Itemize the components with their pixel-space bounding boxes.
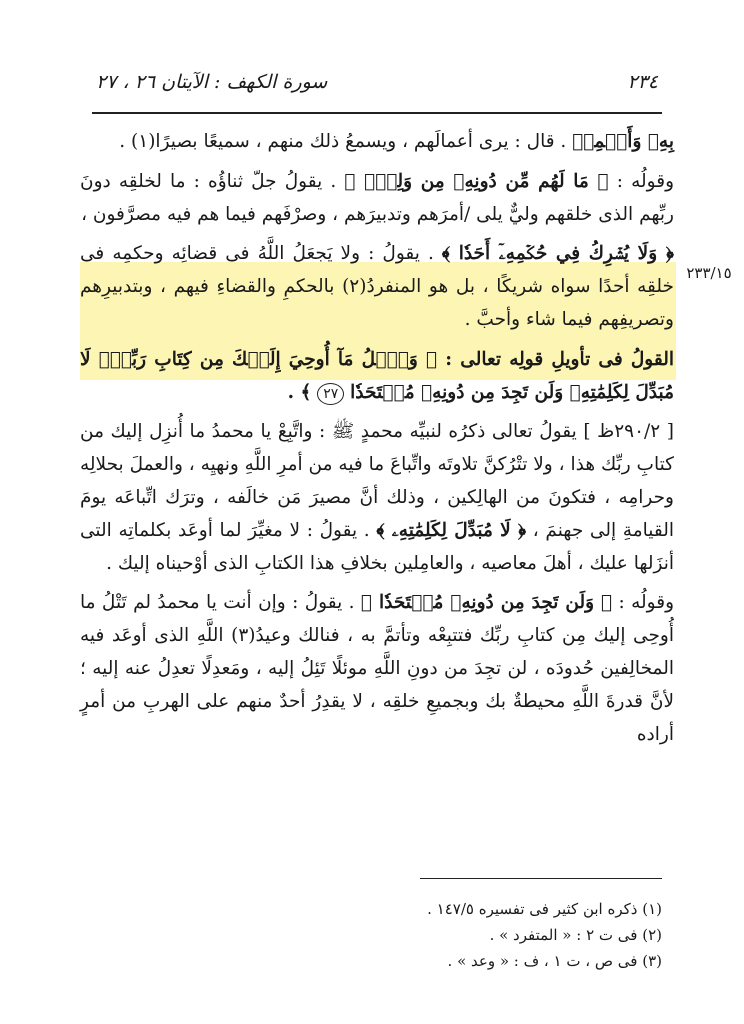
lead-phrase: وقولُه : <box>608 170 675 192</box>
commentary: . يقولُ جلّ ثناؤُه : ما لخلقِه دونَ ربِّهم الذى خلقهم وليٌّ يلى /أمرَهم وتدبيرَهم ، وصرْفَهم فيما هم فيه مصرَّفون ، <box>80 170 674 225</box>
commentary: . قال : يرى أعمالَهم ، ويسمعُ ذلك منهم ، سميعًا بصيرًا(١) . <box>119 131 573 152</box>
footnote-3: (٣) فى ص ، ت ١ ، ف : « وعد » . <box>447 952 662 970</box>
paragraph-1 <box>80 126 674 159</box>
section-heading: القولُ فى تأويلِ قولِه تعالى : <box>437 348 674 370</box>
footnote-rule <box>420 878 662 879</box>
quran-closing: ﴾ . <box>287 381 312 403</box>
quran-quote: ﴿ وَلَن تَجِدَ مِن دُونِهِۦ مُلۡتَحَدٗا ﴾ <box>360 592 613 614</box>
commentary: . يقولُ : وإن أنت يا محمدُ لم تَتْلُ ما أُوحِى إليك مِن كتابِ ربِّك فتتبِعْه وتأتمَّ به ، فنالك وعيدُ(٣) اللَّهِ الذى أوعَد فيه المخالِفين حُدودَه ، لن تجِدَ من دونِ اللَّهِ موئلًا تَئِلُ إليه ، ومَعدِلًا تعدِلُ عنه إليه ؛ لأنَّ قدرةَ اللَّهِ محيطةٌ بك وبجميعِ خلقِه ، لا يقدِرُ أحدٌ منهم على الهربِ من أمرٍ أراده <box>80 592 674 745</box>
surah-title: سورة الكهف : الآيتان ٢٦ ، ٢٧ <box>96 71 328 93</box>
quran-quote: ﴿ وَلَا يُشۡرِكُ فِي حُكۡمِهِۦٓ أَحَدٗا ﴾ <box>441 243 674 265</box>
margin-reference: ٢٣٣/١٥ <box>686 264 732 282</box>
quran-quote: ﴿ وَٱتۡلُ مَآ أُوحِيَ إِلَيۡكَ مِن كِتَابِ رَبِّكَۖ لَا مُبَدِّلَ لِكَلِمَٰتِهِۦ وَلَن تَجِدَ مِن دُونِهِۦ مُلۡتَحَدٗا <box>80 348 674 403</box>
quran-quote: بِهِۦ وَأَسۡمِعۡ <box>572 131 674 152</box>
commentary: . يقولُ : ولا يَجعَلُ اللَّهُ فى قضائِه وحكمِه فى خلقِه أحدًا سواه شريكًا ، بل هو المنفردُ(٢) بالحكمِ والقضاءِ فيهم ، وبتدبيرِهم وتصريفِهم فيما شاء وأحبَّ . <box>80 243 674 330</box>
commentary: [ ٢٩٠/٢ظ ] يقولُ تعالى ذكرُه لنبيِّه محمدٍ ﷺ : واتَّبِعْ يا محمدُ ما أُنزِل إليك من كتابِ ربِّك هذا ، ولا تتْرُكنَّ تلاوتَه واتِّباعَ ما فيه من أمرِ اللَّهِ ونهيِه ، والعملَ بحلالِه وحرامِه ، فتكونَ من الهالِكين ، وذلك أنَّ مصيرَ مَن خالَفه ، وترَك اتِّباعَه يومَ القيامةِ إلى جهنمَ ، <box>80 421 674 541</box>
page-number: ٢٣٤ <box>627 71 658 93</box>
commentary-continued: . يقولُ : لا مغيِّرَ لما أوعَد بكلماتِه التى أنزَلها عليك ، أهلَ معاصيه ، والعامِلين بخلافِ هذا الكتابِ الذى أوْحيناه إليك . <box>80 519 674 574</box>
verse-number-badge: ٢٧ <box>317 383 344 405</box>
paragraph-4 <box>80 344 674 410</box>
paragraph-5 <box>80 416 674 580</box>
footnote-1: (١) ذكره ابن كثير فى تفسيره ١٤٧/٥ . <box>427 900 662 918</box>
page-header <box>96 64 658 100</box>
paragraph-2 <box>80 166 674 232</box>
header-rule <box>92 112 662 114</box>
quran-quote: ﴿ مَا لَهُم مِّن دُونِهِۦ مِن وَلِيّٖ ﴾ <box>344 170 609 192</box>
paragraph-3 <box>80 238 674 336</box>
main-text <box>80 126 674 758</box>
footnote-2: (٢) فى ت ٢ : « المتفرد » . <box>489 926 662 944</box>
footnotes <box>80 896 662 974</box>
lead-phrase: وقولُه : <box>612 592 675 614</box>
quran-quote: ﴿ لَا مُبَدِّلَ لِكَلِمَٰتِهِۦ ﴾ <box>376 519 527 541</box>
paragraph-6 <box>80 587 674 751</box>
